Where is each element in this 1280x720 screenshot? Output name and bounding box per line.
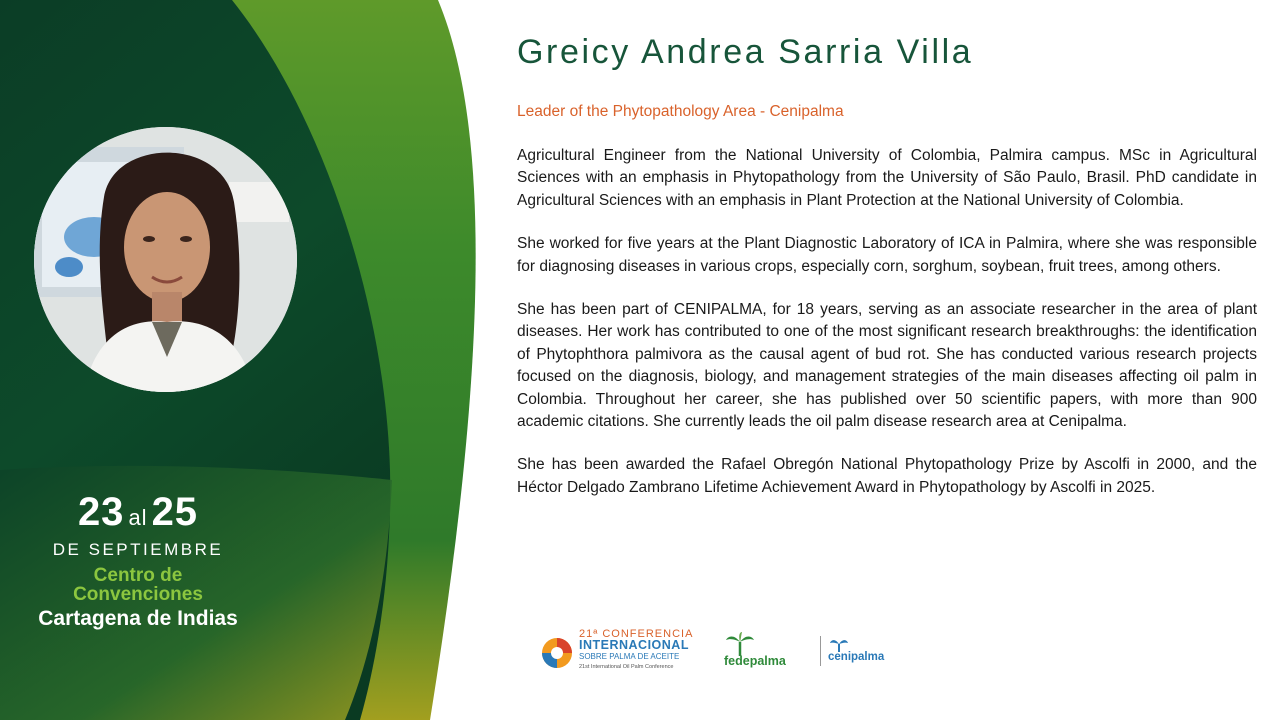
conference-line3: SOBRE PALMA DE ACEITE: [579, 652, 680, 661]
conference-line1: 21ª CONFERENCIA: [579, 628, 694, 640]
bio-paragraph: She has been part of CENIPALMA, for 18 years, serving as an associate researcher in the area of plant diseases. Her work has contributed to one of the most significant research breakthroughs: the identification of Phytophthora palmivora as the causal agent of bud rot. She has conducted various research projects focused on the diagnosis, biology, and management strategies of the main diseases affecting oil palm in Colombia. Throughout her career, she has published over 50 scientific papers, with more than 900 academic citations. She currently leads the oil palm disease research area at Cenipalma.: [517, 301, 1257, 431]
cenipalma-palm-icon: [830, 638, 848, 652]
palm-icon: [726, 632, 754, 656]
conference-logo: [540, 628, 700, 678]
fedepalma-text: fedepalma: [724, 654, 786, 668]
event-day-end: 25: [151, 490, 199, 534]
speaker-bio: [517, 145, 1257, 499]
speaker-role: Leader of the Phytopathology Area - Cenipalma: [517, 103, 844, 120]
speaker-content: [517, 30, 1257, 520]
conference-line4: 21st International Oil Palm Conference: [579, 664, 674, 670]
event-city: Cartagena de Indias: [38, 607, 238, 630]
speaker-name: Greicy Andrea Sarria Villa: [517, 33, 974, 71]
event-info: [0, 490, 276, 632]
conference-line2: INTERNACIONAL: [579, 638, 689, 652]
speaker-photo: [34, 127, 297, 392]
conference-logo-text: [579, 629, 693, 673]
event-dates: [0, 490, 276, 540]
fedepalma-logo: [724, 632, 824, 672]
event-venue: [0, 566, 276, 604]
cenipalma-logo: [828, 638, 918, 668]
event-month: DE SEPTIEMBRE: [52, 540, 224, 559]
bio-paragraph: She worked for five years at the Plant Diagnostic Laboratory of ICA in Palmira, where she was responsible for diagnosing diseases in various crops, especially corn, sorghum, soybean, fruit trees, among others.: [517, 235, 1257, 275]
bio-paragraph: She has been awarded the Rafael Obregón National Phytopathology Prize by Ascolfi in 2000, and the Héctor Delgado Zambrano Lifetime Achievement Award in Phytopathology by Ascolfi in 2025.: [517, 456, 1257, 496]
cenipalma-text: cenipalma: [828, 651, 885, 663]
bio-paragraph: Agricultural Engineer from the National University of Colombia, Palmira campus. MSc in Agricultural Sciences with an emphasis in Phytopathology from the University of São Paulo, Brasil. PhD candidate in Agricultural Sciences with an emphasis in Plant Protection at the National University of Colombia.: [517, 147, 1257, 209]
event-day-connector: al: [128, 505, 148, 530]
logo-divider: [820, 636, 821, 666]
event-venue-line2: Convenciones: [73, 584, 203, 605]
event-venue-line1: Centro de: [93, 565, 183, 586]
conference-emblem-icon: [540, 636, 574, 670]
sponsor-logos: [540, 628, 920, 678]
event-day-start: 23: [77, 490, 125, 534]
